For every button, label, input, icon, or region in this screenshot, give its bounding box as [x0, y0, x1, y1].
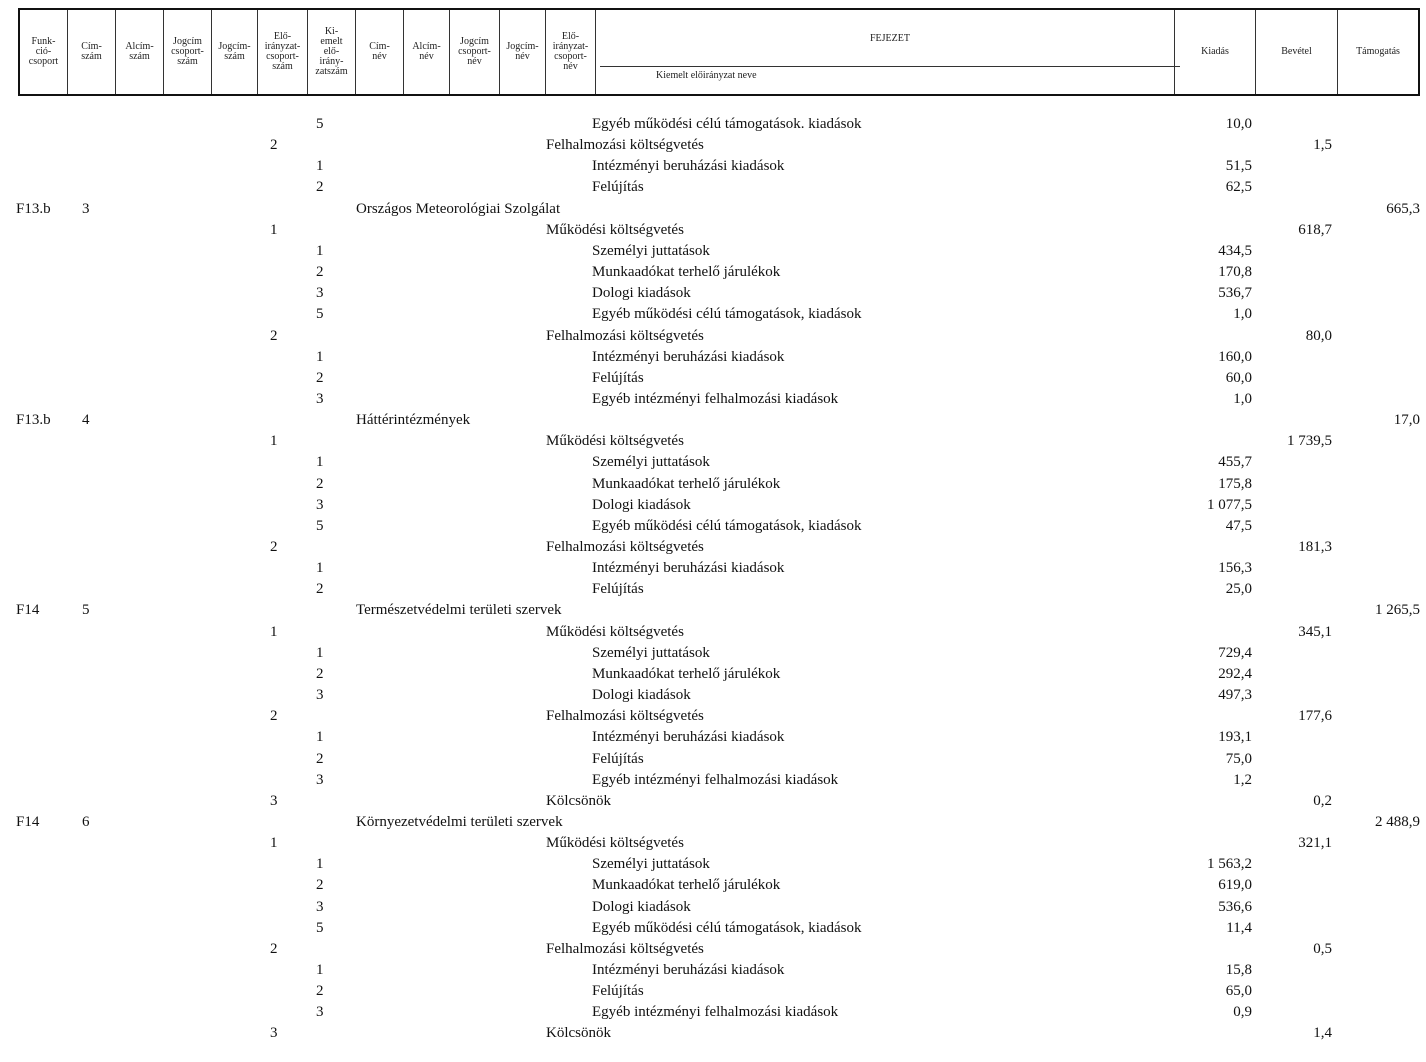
- kiemelt-eloiranyzat-szam-cell: 2: [316, 581, 324, 598]
- row-name-cell: Felhalmozási költségvetés: [546, 940, 704, 957]
- table-row: [0, 708, 1426, 729]
- table-row: [0, 1004, 1426, 1025]
- kiadas-cell: 729,4: [1218, 644, 1252, 661]
- table-row: [0, 285, 1426, 306]
- row-name-cell: Felhalmozási költségvetés: [546, 708, 704, 725]
- table-row: [0, 835, 1426, 856]
- table-row: [0, 602, 1426, 623]
- table-row: [0, 497, 1426, 518]
- header-jogcimcsoport-szam: Jogcím csoport- szám: [164, 10, 212, 94]
- header-cim-nev: Cím- név: [356, 10, 404, 94]
- funkcio-csoport-cell: F14: [16, 813, 40, 830]
- row-name-cell: Intézményi beruházási kiadások: [592, 348, 785, 365]
- kiemelt-eloiranyzat-szam-cell: 2: [316, 983, 324, 1000]
- funkcio-csoport-cell: F13.b: [16, 200, 51, 217]
- bevetel-cell: 345,1: [1298, 623, 1332, 640]
- table-row: [0, 349, 1426, 370]
- bevetel-cell: 0,5: [1313, 940, 1332, 957]
- row-name-cell: Működési költségvetés: [546, 623, 684, 640]
- kiadas-cell: 455,7: [1218, 454, 1252, 471]
- table-row: [0, 856, 1426, 877]
- kiemelt-eloiranyzat-szam-cell: 1: [316, 242, 324, 259]
- kiadas-cell: 292,4: [1218, 665, 1252, 682]
- table-row: [0, 454, 1426, 475]
- table-header: [18, 8, 1420, 96]
- header-cim-szam: Cím- szám: [68, 10, 116, 94]
- row-name-cell: Személyi juttatások: [592, 644, 710, 661]
- header-alcim-szam: Alcím- szám: [116, 10, 164, 94]
- kiadas-cell: 536,7: [1218, 285, 1252, 302]
- kiemelt-eloiranyzat-szam-cell: 2: [316, 750, 324, 767]
- kiadas-cell: 1 563,2: [1207, 856, 1252, 873]
- row-name-cell: Egyéb működési célú támogatások, kiadások: [592, 517, 862, 534]
- table-row: [0, 666, 1426, 687]
- kiadas-cell: 47,5: [1225, 517, 1252, 534]
- row-name-cell: Munkaadókat terhelő járulékok: [592, 475, 781, 492]
- kiemelt-eloiranyzat-szam-cell: 3: [316, 898, 324, 915]
- row-name-cell: Természetvédelmi területi szervek: [356, 602, 562, 619]
- kiemelt-eloiranyzat-szam-cell: 5: [316, 306, 324, 323]
- table-row: [0, 983, 1426, 1004]
- row-name-cell: Egyéb intézményi felhalmozási kiadások: [592, 1004, 839, 1021]
- row-name-cell: Felhalmozási költségvetés: [546, 327, 704, 344]
- header-kiemelt-eloiranyzat-neve: Kiemelt előirányzat neve: [656, 70, 757, 81]
- kiemelt-eloiranyzat-szam-cell: 2: [316, 877, 324, 894]
- row-name-cell: Felújítás: [592, 750, 644, 767]
- table-row: [0, 264, 1426, 285]
- row-name-cell: Munkaadókat terhelő járulékok: [592, 665, 781, 682]
- header-eloiranyzatcsoport-szam: Elő- irányzat- csoport- szám: [258, 10, 308, 94]
- kiadas-cell: 62,5: [1225, 179, 1252, 196]
- kiemelt-eloiranyzat-szam-cell: 2: [316, 264, 324, 281]
- row-name-cell: Dologi kiadások: [592, 687, 691, 704]
- kiadas-cell: 60,0: [1225, 369, 1252, 386]
- eloiranyzatcsoport-szam-cell: 1: [270, 835, 278, 852]
- table-row: [0, 560, 1426, 581]
- bevetel-cell: 177,6: [1298, 708, 1332, 725]
- kiadas-cell: 536,6: [1218, 898, 1252, 915]
- kiadas-cell: 170,8: [1218, 264, 1252, 281]
- table-row: [0, 877, 1426, 898]
- kiadas-cell: 160,0: [1218, 348, 1252, 365]
- row-name-cell: Országos Meteorológiai Szolgálat: [356, 200, 561, 217]
- kiemelt-eloiranyzat-szam-cell: 5: [316, 116, 324, 132]
- row-name-cell: Intézményi beruházási kiadások: [592, 729, 785, 746]
- kiemelt-eloiranyzat-szam-cell: 1: [316, 560, 324, 577]
- tamogatas-cell: 1 265,5: [1375, 602, 1420, 619]
- cim-szam-cell: 3: [82, 200, 90, 217]
- kiadas-cell: 11,4: [1226, 919, 1252, 936]
- kiemelt-eloiranyzat-szam-cell: 3: [316, 390, 324, 407]
- table-row: [0, 624, 1426, 645]
- table-row: [0, 1025, 1426, 1046]
- header-kiadas: Kiadás: [1174, 10, 1256, 94]
- table-row: [0, 328, 1426, 349]
- kiemelt-eloiranyzat-szam-cell: 1: [316, 348, 324, 365]
- table-row: [0, 433, 1426, 454]
- kiadas-cell: 1,2: [1233, 771, 1252, 788]
- kiadas-cell: 65,0: [1225, 983, 1252, 1000]
- table-row: [0, 306, 1426, 327]
- kiemelt-eloiranyzat-szam-cell: 1: [316, 454, 324, 471]
- header-funkcio-csoport: Funk- ció- csoport: [20, 10, 68, 94]
- table-row: [0, 158, 1426, 179]
- row-name-cell: Egyéb működési célú támogatások, kiadások: [592, 306, 862, 323]
- kiadas-cell: 75,0: [1225, 750, 1252, 767]
- table-row: [0, 941, 1426, 962]
- row-name-cell: Felújítás: [592, 581, 644, 598]
- kiadas-cell: 1 077,5: [1207, 496, 1252, 513]
- bevetel-cell: 1 739,5: [1287, 433, 1332, 450]
- table-row: [0, 116, 1426, 137]
- table-row: [0, 899, 1426, 920]
- eloiranyzatcsoport-szam-cell: 2: [270, 327, 278, 344]
- table-row: [0, 920, 1426, 941]
- table-row: [0, 179, 1426, 200]
- row-name-cell: Személyi juttatások: [592, 242, 710, 259]
- table-row: [0, 243, 1426, 264]
- table-row: [0, 751, 1426, 772]
- cim-szam-cell: 5: [82, 602, 90, 619]
- kiemelt-eloiranyzat-szam-cell: 3: [316, 687, 324, 704]
- table-row: [0, 793, 1426, 814]
- row-name-cell: Intézményi beruházási kiadások: [592, 560, 785, 577]
- funkcio-csoport-cell: F13.b: [16, 412, 51, 429]
- row-name-cell: Működési költségvetés: [546, 221, 684, 238]
- row-name-cell: Felújítás: [592, 369, 644, 386]
- row-name-cell: Felhalmozási költségvetés: [546, 137, 704, 154]
- kiemelt-eloiranyzat-szam-cell: 2: [316, 179, 324, 196]
- header-bevetel: Bevétel: [1256, 10, 1338, 94]
- table-row: [0, 391, 1426, 412]
- table-row: [0, 476, 1426, 497]
- bevetel-cell: 181,3: [1298, 539, 1332, 555]
- kiadas-cell: 156,3: [1218, 560, 1252, 577]
- kiadas-cell: 497,3: [1218, 687, 1252, 704]
- kiadas-cell: 434,5: [1218, 242, 1252, 259]
- header-alcim-nev: Alcím- név: [404, 10, 450, 94]
- table-row: [0, 137, 1426, 158]
- table-row: [0, 412, 1426, 433]
- row-name-cell: Környezetvédelmi területi szervek: [356, 813, 563, 830]
- kiemelt-eloiranyzat-szam-cell: 3: [316, 496, 324, 513]
- eloiranyzatcsoport-szam-cell: 2: [270, 708, 278, 725]
- bevetel-cell: 80,0: [1305, 327, 1332, 344]
- kiemelt-eloiranyzat-szam-cell: 1: [316, 729, 324, 746]
- row-name-cell: Működési költségvetés: [546, 835, 684, 852]
- kiemelt-eloiranyzat-szam-cell: 1: [316, 158, 324, 175]
- kiadas-cell: 0,9: [1233, 1004, 1252, 1021]
- kiemelt-eloiranyzat-szam-cell: 2: [316, 475, 324, 492]
- eloiranyzatcsoport-szam-cell: 2: [270, 940, 278, 957]
- row-name-cell: Személyi juttatások: [592, 454, 710, 471]
- bevetel-cell: 1,5: [1313, 137, 1332, 154]
- eloiranyzatcsoport-szam-cell: 2: [270, 539, 278, 555]
- row-name-cell: Egyéb működési célú támogatások. kiadások: [592, 116, 862, 132]
- table-row: [0, 814, 1426, 835]
- table-row: [0, 539, 1426, 560]
- table-row: [0, 370, 1426, 391]
- kiadas-cell: 619,0: [1218, 877, 1252, 894]
- kiadas-cell: 25,0: [1225, 581, 1252, 598]
- header-tamogatas: Támogatás: [1356, 46, 1400, 57]
- row-name-cell: Személyi juttatások: [592, 856, 710, 873]
- row-name-cell: Kölcsönök: [546, 792, 611, 809]
- eloiranyzatcsoport-szam-cell: 1: [270, 623, 278, 640]
- kiemelt-eloiranyzat-szam-cell: 3: [316, 1004, 324, 1021]
- table-row: [0, 222, 1426, 243]
- kiadas-cell: 15,8: [1225, 962, 1252, 978]
- table-row: [0, 518, 1426, 539]
- eloiranyzatcsoport-szam-cell: 3: [270, 1025, 278, 1042]
- table-row: [0, 581, 1426, 602]
- cim-szam-cell: 6: [82, 813, 90, 830]
- row-name-cell: Háttérintézmények: [356, 412, 471, 429]
- kiadas-cell: 1,0: [1233, 306, 1252, 323]
- row-name-cell: Dologi kiadások: [592, 285, 691, 302]
- eloiranyzatcsoport-szam-cell: 2: [270, 137, 278, 154]
- cim-szam-cell: 4: [82, 412, 90, 429]
- kiemelt-eloiranyzat-szam-cell: 5: [316, 517, 324, 534]
- kiemelt-eloiranyzat-szam-cell: 2: [316, 665, 324, 682]
- row-name-cell: Munkaadókat terhelő járulékok: [592, 264, 781, 281]
- row-name-cell: Dologi kiadások: [592, 496, 691, 513]
- table-row: [0, 772, 1426, 793]
- kiemelt-eloiranyzat-szam-cell: 1: [316, 644, 324, 661]
- kiemelt-eloiranyzat-szam-cell: 1: [316, 856, 324, 873]
- kiemelt-eloiranyzat-szam-cell: 3: [316, 771, 324, 788]
- bevetel-cell: 1,4: [1313, 1025, 1332, 1042]
- table-row: [0, 645, 1426, 666]
- header-eloiranyzatcsoport-nev: Elő- irányzat- csoport- név: [546, 10, 596, 94]
- eloiranyzatcsoport-szam-cell: 1: [270, 433, 278, 450]
- tamogatas-cell: 665,3: [1386, 200, 1420, 217]
- row-name-cell: Egyéb intézményi felhalmozási kiadások: [592, 390, 839, 407]
- header-jogcim-szam: Jogcím- szám: [212, 10, 258, 94]
- kiadas-cell: 51,5: [1225, 158, 1252, 175]
- header-kiemelt-eloiranyzat-szam: Ki- emelt elő- irány- zatszám: [308, 10, 356, 94]
- table-row: [0, 201, 1426, 222]
- kiemelt-eloiranyzat-szam-cell: 3: [316, 285, 324, 302]
- row-name-cell: Felhalmozási költségvetés: [546, 539, 704, 555]
- kiemelt-eloiranyzat-szam-cell: 5: [316, 919, 324, 936]
- bevetel-cell: 321,1: [1298, 835, 1332, 852]
- row-name-cell: Működési költségvetés: [546, 433, 684, 450]
- table-row: [0, 729, 1426, 750]
- row-name-cell: Intézményi beruházási kiadások: [592, 158, 785, 175]
- bevetel-cell: 0,2: [1313, 792, 1332, 809]
- tamogatas-cell: 17,0: [1393, 412, 1420, 429]
- header-fejezet: FEJEZET: [600, 10, 1180, 67]
- header-jogcimcsoport-nev: Jogcím csoport- név: [450, 10, 500, 94]
- kiemelt-eloiranyzat-szam-cell: 1: [316, 962, 324, 978]
- eloiranyzatcsoport-szam-cell: 3: [270, 792, 278, 809]
- row-name-cell: Dologi kiadások: [592, 898, 691, 915]
- table-row: [0, 962, 1426, 983]
- kiadas-cell: 193,1: [1218, 729, 1252, 746]
- row-name-cell: Egyéb működési célú támogatások, kiadások: [592, 919, 862, 936]
- eloiranyzatcsoport-szam-cell: 1: [270, 221, 278, 238]
- tamogatas-cell: 2 488,9: [1375, 813, 1420, 830]
- funkcio-csoport-cell: F14: [16, 602, 40, 619]
- bevetel-cell: 618,7: [1298, 221, 1332, 238]
- row-name-cell: Munkaadókat terhelő járulékok: [592, 877, 781, 894]
- table-row: [0, 687, 1426, 708]
- row-name-cell: Felújítás: [592, 179, 644, 196]
- row-name-cell: Egyéb intézményi felhalmozási kiadások: [592, 771, 839, 788]
- kiadas-cell: 1,0: [1233, 390, 1252, 407]
- row-name-cell: Intézményi beruházási kiadások: [592, 962, 785, 978]
- header-jogcim-nev: Jogcím- név: [500, 10, 546, 94]
- kiemelt-eloiranyzat-szam-cell: 2: [316, 369, 324, 386]
- kiadas-cell: 10,0: [1225, 116, 1252, 132]
- row-name-cell: Kölcsönök: [546, 1025, 611, 1042]
- kiadas-cell: 175,8: [1218, 475, 1252, 492]
- row-name-cell: Felújítás: [592, 983, 644, 1000]
